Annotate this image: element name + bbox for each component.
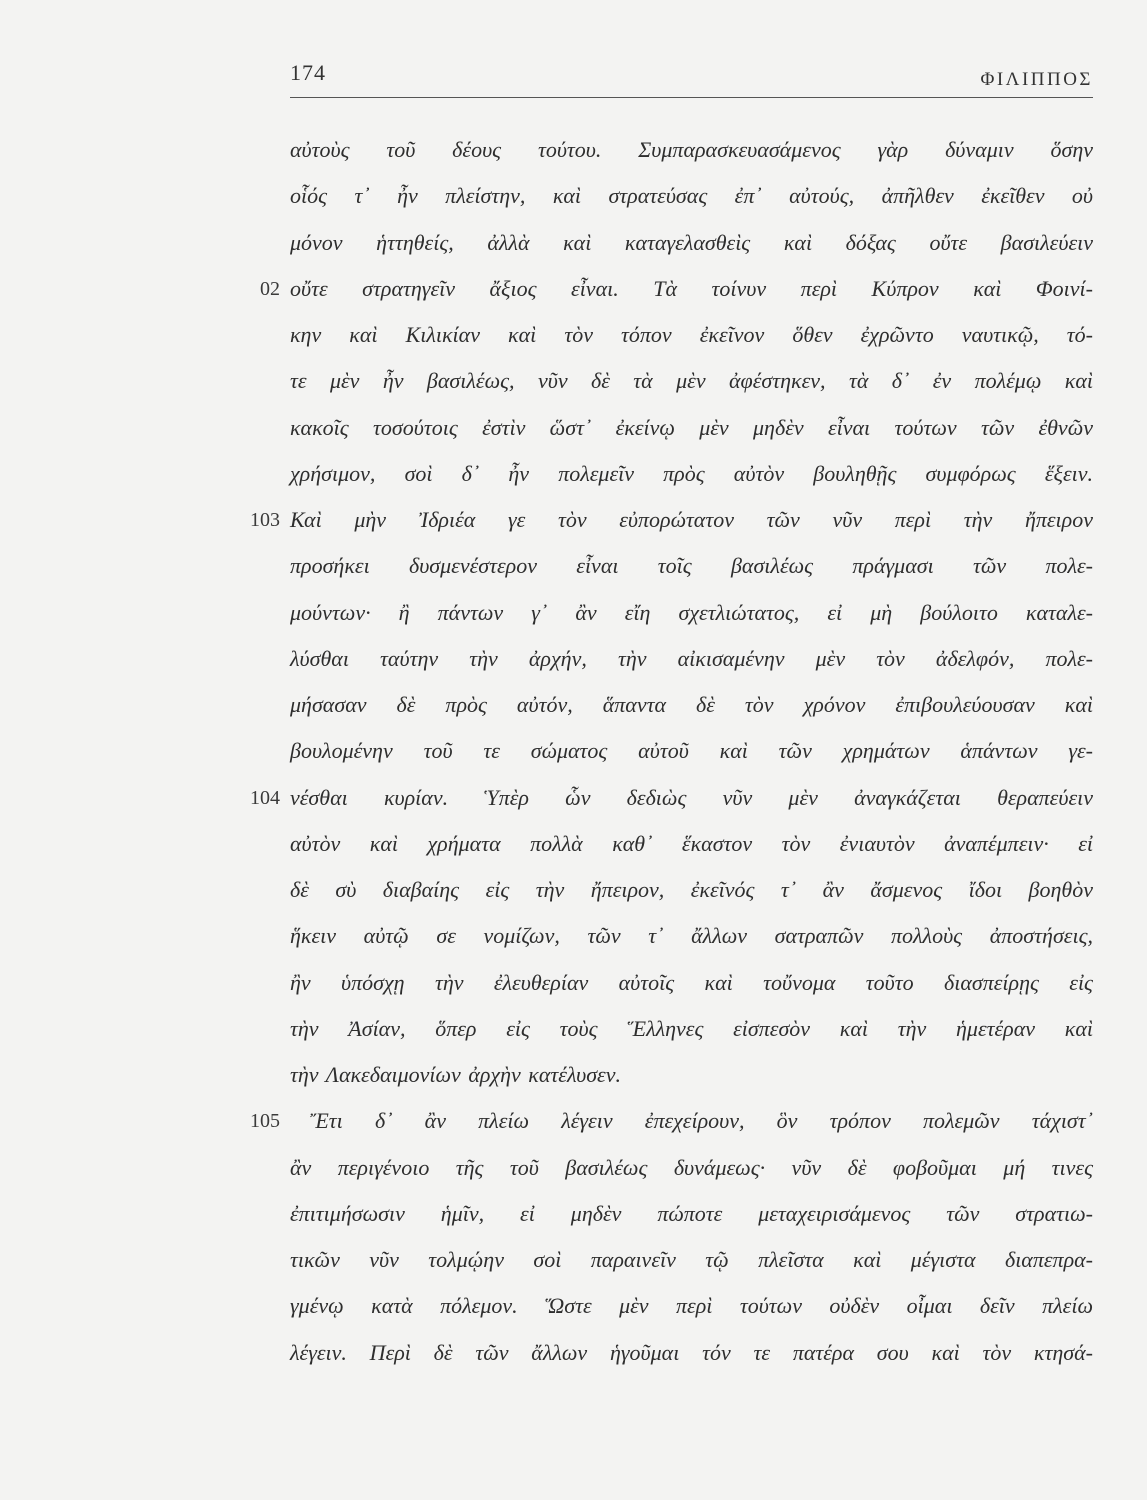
section-number: 02 xyxy=(260,277,280,300)
text-line: ἐπιτιμήσωσιν ἡμῖν, εἰ μηδὲν πώποτε μεταχειρισάμενος τῶν στρατιω- xyxy=(290,1200,1093,1226)
text-line: κακοῖς τοσούτοις ἐστὶν ὥστ᾽ ἐκείνῳ μὲν μηδὲν εἶναι τούτων τῶν ἐθνῶν xyxy=(290,414,1093,440)
text-line: λέγειν. Περὶ δὲ τῶν ἄλλων ἡγοῦμαι τόν τε πατέρα σου καὶ τὸν κτησά- xyxy=(290,1339,1093,1365)
text-line: δὲ σὺ διαβαίης εἰς τὴν ἤπειρον, ἐκεῖνός τ᾽ ἂν ἄσμενος ἴδοι βοηθὸν xyxy=(290,877,1093,902)
text-line: οἷός τ᾽ ἦν πλείστην, καὶ στρατεύσας ἐπ᾽ αὐτούς, ἀπῆλθεν ἐκεῖθεν οὐ xyxy=(290,183,1093,209)
text-line: μούντων· ἢ πάντων γ᾽ ἂν εἴη σχετλιώτατος, εἰ μὴ βούλοιτο καταλε- xyxy=(290,599,1093,625)
section-number: 104 xyxy=(250,786,280,809)
text-line: γμένῳ κατὰ πόλεμον. Ὥστε μὲν περὶ τούτων οὐδὲν οἶμαι δεῖν πλείω xyxy=(290,1293,1093,1319)
section-number: 103 xyxy=(250,509,280,531)
text-line: τικῶν νῦν τολμῴην σοὶ παραινεῖν τῷ πλεῖστα καὶ μέγιστα διαπεπρα- xyxy=(290,1247,1093,1272)
text-line: τὴν Ἀσίαν, ὅπερ εἰς τοὺς Ἕλληνες εἰσπεσὸν καὶ τὴν ἡμετέραν καὶ xyxy=(290,1015,1093,1041)
text-line: βουλομένην τοῦ τε σώματος αὐτοῦ καὶ τῶν χρημάτων ἁπάντων γε- xyxy=(290,738,1093,764)
text-line: τὴν Λακεδαιμονίων ἀρχὴν κατέλυσεν. xyxy=(290,1062,621,1087)
text-line: αὐτοὺς τοῦ δέους τούτου. Συμπαρασκευασάμενος γὰρ δύναμιν ὅσην xyxy=(290,137,1093,162)
text-line: τε μὲν ἦν βασιλέως, νῦν δὲ τὰ μὲν ἀφέστηκεν, τὰ δ᾽ ἐν πολέμῳ καὶ xyxy=(290,368,1093,394)
body-text xyxy=(290,127,1093,1376)
text-line: λύσθαι ταύτην τὴν ἀρχήν, τὴν αἰκισαμένην μὲν τὸν ἀδελφόν, πολε- xyxy=(290,645,1093,671)
text-line: οὔτε στρατηγεῖν ἄξιος εἶναι. Τὰ τοίνυν περὶ Κύπρον καὶ Φοινί- xyxy=(290,275,1093,301)
section-number: 105 xyxy=(250,1110,280,1133)
text-line: ἢν ὑπόσχῃ τὴν ἐλευθερίαν αὐτοῖς καὶ τοὔνομα τοῦτο διασπείρῃς εἰς xyxy=(290,969,1093,995)
text-line: Ἔτι δ᾽ ἂν πλείω λέγειν ἐπεχείρουν, ὃν τρόπον πολεμῶν τάχιστ᾽ xyxy=(310,1108,1093,1134)
header-rule xyxy=(290,97,1093,98)
text-line: Καὶ μὴν Ἰδριέα γε τὸν εὐπορώτατον τῶν νῦν περὶ τὴν ἤπειρον xyxy=(290,507,1093,532)
text-line: νέσθαι κυρίαν. Ὑπὲρ ὧν δεδιὼς νῦν μὲν ἀναγκάζεται θεραπεύειν xyxy=(290,784,1093,810)
text-line: μόνον ἡττηθείς, ἀλλὰ καὶ καταγελασθεὶς καὶ δόξας οὔτε βασιλεύειν xyxy=(290,229,1093,255)
page-number: 174 xyxy=(290,60,326,85)
text-line: χρήσιμον, σοὶ δ᾽ ἦν πολεμεῖν πρὸς αὐτὸν βουληθῇς συμφόρως ἕξειν. xyxy=(290,460,1093,486)
running-title: ΦΙΛΙΠΠΟΣ xyxy=(980,69,1093,90)
text-line: κην καὶ Κιλικίαν καὶ τὸν τόπον ἐκεῖνον ὅθεν ἐχρῶντο ναυτικῷ, τό- xyxy=(290,322,1093,347)
text-line: αὐτὸν καὶ χρήματα πολλὰ καθ᾽ ἕκαστον τὸν ἐνιαυτὸν ἀναπέμπειν· εἰ xyxy=(290,830,1093,856)
text-line: ἥκειν αὐτῷ σε νομίζων, τῶν τ᾽ ἄλλων σατραπῶν πολλοὺς ἀποστήσεις, xyxy=(290,923,1093,949)
text-line: προσήκει δυσμενέστερον εἶναι τοῖς βασιλέως πράγμασι τῶν πολε- xyxy=(290,553,1093,579)
text-line: μήσασαν δὲ πρὸς αὐτόν, ἅπαντα δὲ τὸν χρόνον ἐπιβουλεύουσαν καὶ xyxy=(290,692,1093,717)
text-line: ἂν περιγένοιο τῆς τοῦ βασιλέως δυνάμεως· νῦν δὲ φοβοῦμαι μή τινες xyxy=(290,1154,1093,1180)
